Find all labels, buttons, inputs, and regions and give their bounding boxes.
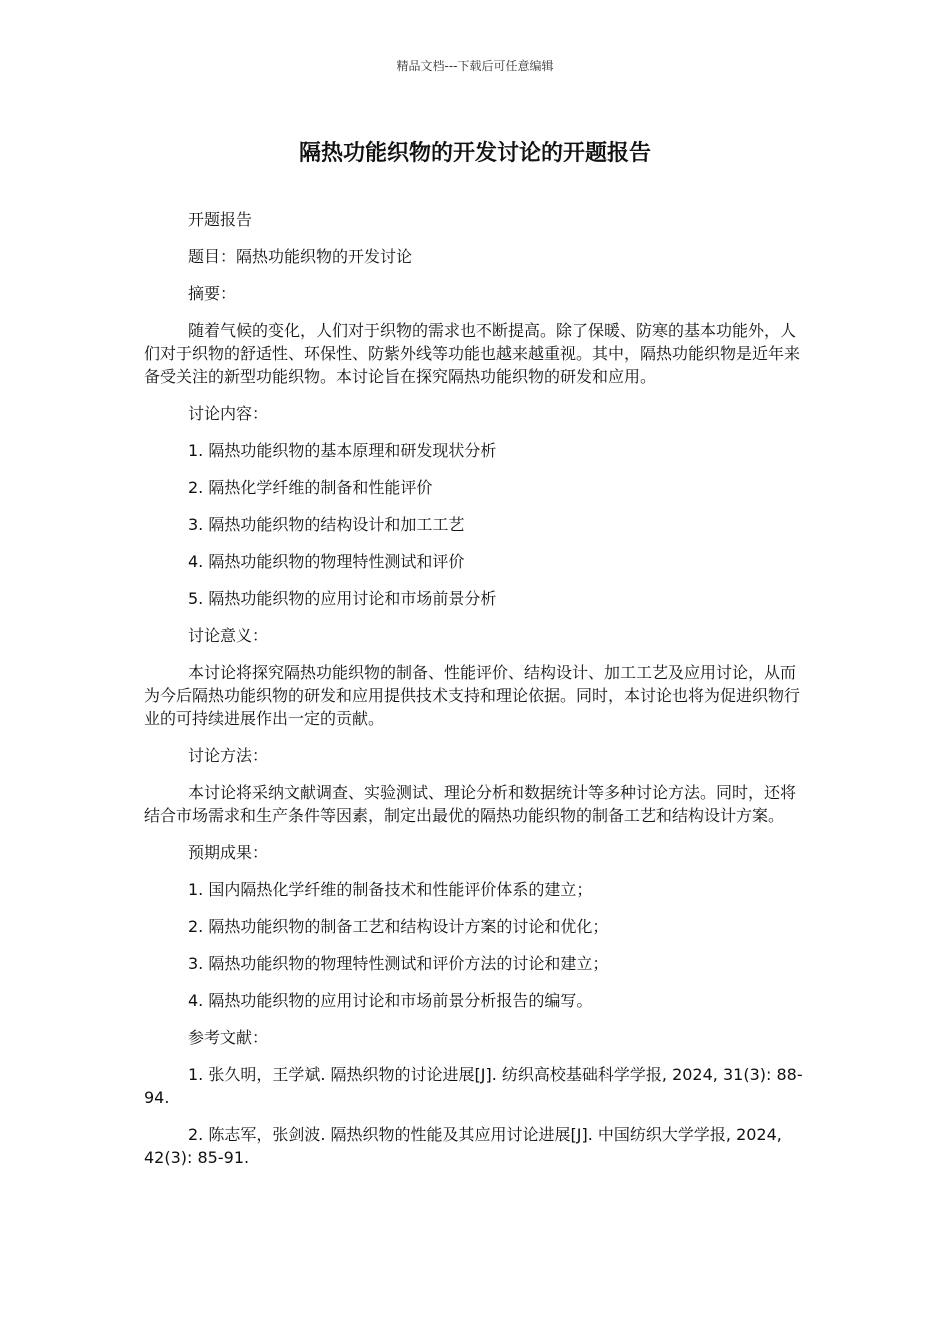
content-item: 1. 隔热功能织物的基本原理和研发现状分析 (188, 441, 497, 460)
content-item: 2. 隔热化学纤维的制备和性能评价 (188, 478, 433, 497)
page-header: 精品文档---下载后可任意编辑 (396, 59, 554, 73)
content-item: 5. 隔热功能织物的应用讨论和市场前景分析 (188, 589, 497, 608)
section-heading-abstract: 摘要： (188, 284, 237, 303)
outcome-item: 3. 隔热功能织物的物理特性测试和评价方法的讨论和建立； (188, 954, 609, 973)
outcome-item: 2. 隔热功能织物的制备工艺和结构设计方案的讨论和优化； (188, 917, 609, 936)
section-heading-content: 讨论内容： (188, 404, 269, 423)
significance-paragraph: 本讨论将探究隔热功能织物的制备、性能评价、结构设计、加工工艺及应用讨论，从而为今后隔热功能织物的研发和应用提供技术支持和理论依据。同时，本讨论也将为促进织物行业的可持续进展作出一定的贡献。 (144, 663, 801, 728)
reference-item: 2. 陈志军，张剑波. 隔热织物的性能及其应用讨论进展[J]. 中国纺织大学学报, 2024, 42(3): 85-91. (144, 1125, 782, 1167)
method-paragraph: 本讨论将采纳文献调查、实验测试、理论分析和数据统计等多种讨论方法。同时，还将结合市场需求和生产条件等因素，制定出最优的隔热功能织物的制备工艺和结构设计方案。 (144, 783, 797, 825)
outcome-item: 4. 隔热功能织物的应用讨论和市场前景分析报告的编写。 (188, 991, 593, 1010)
document-body (144, 208, 810, 1183)
abstract-paragraph: 随着气候的变化，人们对于织物的需求也不断提高。除了保暖、防寒的基本功能外，人们对于织物的舒适性、环保性、防紫外线等功能也越来越重视。其中，隔热功能织物是近年来备受关注的新型功能织物。本讨论旨在探究隔热功能织物的研发和应用。 (144, 321, 801, 386)
content-item: 4. 隔热功能织物的物理特性测试和评价 (188, 552, 465, 571)
section-heading-significance: 讨论意义： (188, 626, 269, 645)
section-heading-method: 讨论方法： (188, 746, 269, 765)
section-heading-references: 参考文献： (188, 1028, 269, 1047)
document-title: 隔热功能织物的开发讨论的开题报告 (298, 141, 651, 166)
outcome-item: 1. 国内隔热化学纤维的制备技术和性能评价体系的建立； (188, 880, 593, 899)
section-heading-outcomes: 预期成果： (188, 843, 269, 862)
reference-item: 1. 张久明，王学斌. 隔热织物的讨论进展[J]. 纺织高校基础科学学报, 2024, 31(3): 88-94. (144, 1065, 803, 1107)
topic-line: 题目：隔热功能织物的开发讨论 (188, 247, 413, 266)
label-report: 开题报告 (188, 210, 253, 229)
content-item: 3. 隔热功能织物的结构设计和加工工艺 (188, 515, 465, 534)
